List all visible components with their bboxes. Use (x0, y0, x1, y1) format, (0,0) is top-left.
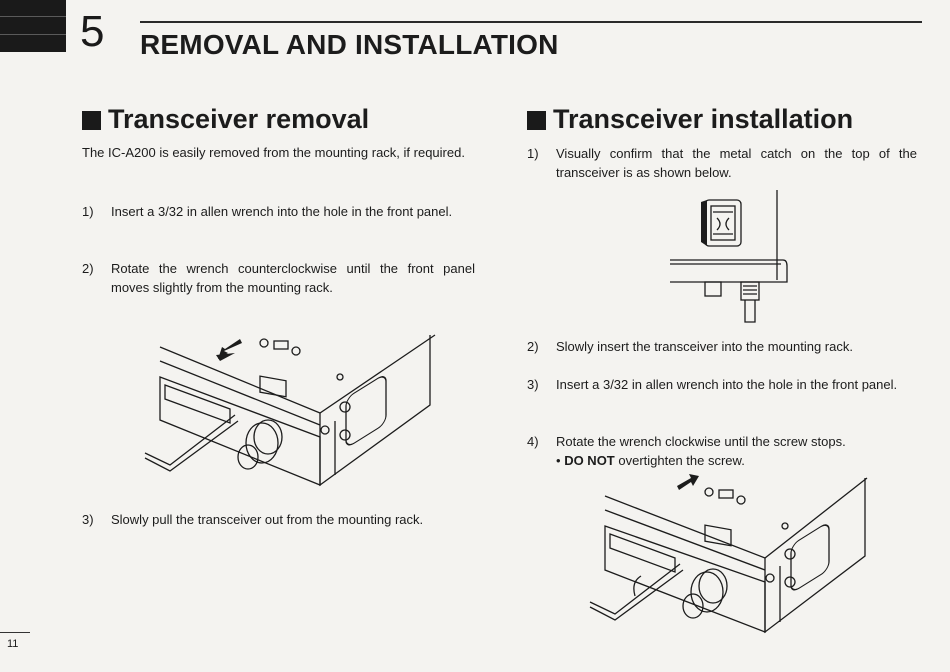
installation-step-4 (527, 432, 917, 452)
installation-illustration (585, 472, 875, 640)
step-number: 2) (527, 339, 539, 354)
step-text: Insert a 3/32 in allen wrench into the hole in the front panel. (556, 377, 898, 392)
step-text: Visually confirm that the metal catch on the top of the transceiver is as shown below. (556, 146, 917, 180)
installation-heading (527, 103, 853, 135)
removal-step-3 (82, 510, 475, 550)
step-number: 3) (82, 512, 94, 527)
note-text: overtighten the screw. (614, 453, 745, 468)
step-text: Slowly pull the transceiver out from the mounting rack. (111, 512, 424, 527)
heading-square-icon (82, 111, 101, 130)
header-rule (140, 21, 922, 23)
step-number: 3) (527, 377, 539, 392)
installation-heading-text: Transceiver installation (553, 104, 854, 134)
step-text: Rotate the wrench clockwise until the screw stops. (556, 434, 846, 449)
step-number: 1) (527, 146, 539, 161)
page-number: 11 (7, 638, 19, 650)
installation-note (556, 451, 745, 470)
chapter-title: REMOVAL AND INSTALLATION (140, 29, 559, 60)
step-text: Slowly insert the transceiver into the mounting rack. (556, 339, 853, 354)
bullet-icon: • (556, 453, 561, 468)
note-emphasis: DO NOT (564, 453, 615, 468)
removal-step-1 (82, 202, 475, 242)
metal-catch-illustration (665, 190, 795, 330)
removal-heading (82, 103, 369, 135)
removal-step-2 (82, 259, 475, 299)
step-number: 1) (82, 204, 94, 219)
chapter-number: 5 (80, 7, 105, 56)
step-text: Insert a 3/32 in allen wrench into the hole in the front panel. (111, 204, 453, 219)
footer-rule (0, 632, 30, 633)
heading-square-icon (527, 111, 546, 130)
step-text: Rotate the wrench counterclockwise until the front panel moves slightly from the mounting rack. (111, 261, 475, 295)
installation-step-1 (527, 144, 917, 184)
chapter-tab (0, 0, 66, 52)
step-number: 2) (82, 261, 94, 276)
removal-illustration (140, 325, 440, 495)
installation-step-3 (527, 375, 917, 415)
step-number: 4) (527, 434, 539, 449)
removal-heading-text: Transceiver removal (108, 104, 370, 134)
removal-intro: The IC-A200 is easily removed from the mounting rack, if required. (82, 145, 465, 160)
installation-step-2 (527, 337, 917, 357)
